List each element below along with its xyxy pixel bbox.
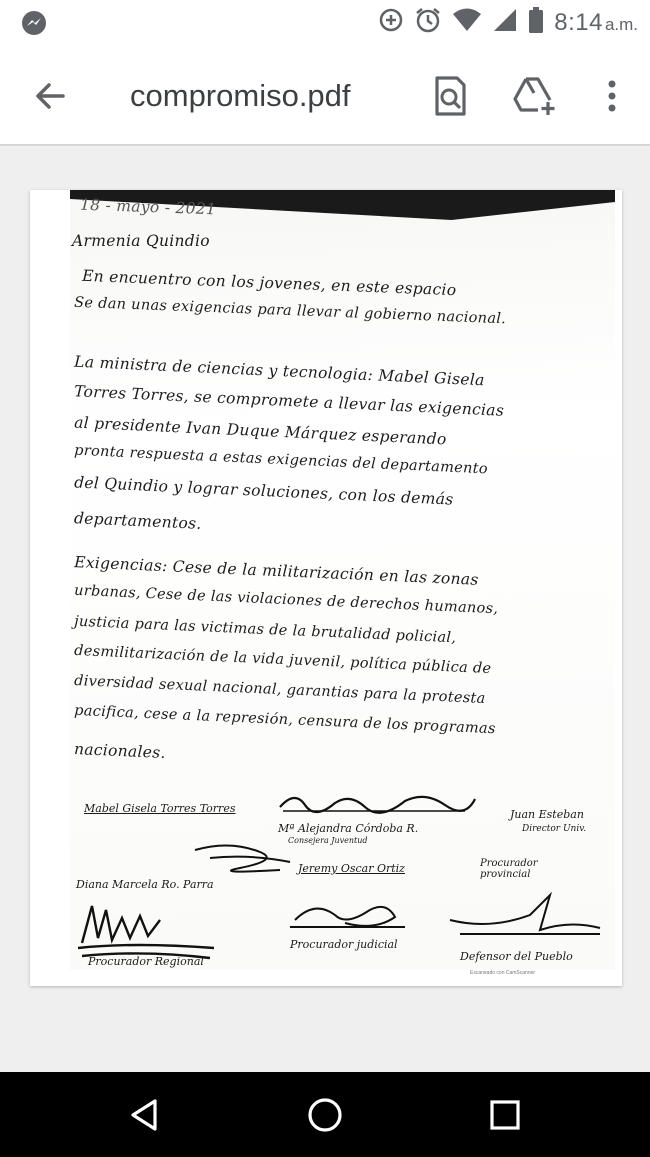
paragraph2-line3: al presidente Ivan Duque Márquez esperando [73,413,448,449]
document-title: compromiso.pdf [130,78,351,113]
signature-title-5: Procurador provincial [480,858,538,880]
signature-title-8: Procurador judicial [290,938,398,951]
battery-icon [528,6,544,39]
signature-name-3: Juan Esteban [510,808,584,821]
messenger-icon [20,9,48,42]
add-to-drive-icon [512,76,558,116]
pdf-page [30,190,622,986]
search-in-document-button[interactable] [426,72,474,120]
home-circle-icon [305,1095,345,1135]
status-time: 8:14 [554,8,603,36]
search-in-document-icon [433,76,467,116]
more-vert-icon [606,78,618,114]
signature-name-1: Mabel Gisela Torres Torres [84,802,236,815]
system-nav-bar [0,1072,650,1157]
status-bar [0,0,650,46]
signature-scribble-8 [285,895,415,935]
paragraph3-line1: Exigencias: Cese de la militarización en las zonas [73,553,480,589]
wifi-icon [452,7,482,38]
date-line: 18 - mayo - 2021 [79,195,217,219]
paragraph3-line5: diversidad sexual nacional, garantias para la protesta [73,673,486,707]
signature-title-3: Director Univ. [522,824,587,834]
more-options-button[interactable] [588,72,636,120]
signature-title-7: Procurador Regional [88,955,204,968]
paragraph1-line2: Se dan unas exigencias para llevar al gobierno nacional. [73,294,507,328]
paragraph3-line4: desmilitarización de la vida juvenil, política pública de [73,642,492,678]
paragraph2-line6: departamentos. [73,509,202,533]
nav-recents-button[interactable] [482,1092,528,1138]
back-arrow-icon [33,79,67,113]
back-triangle-icon [127,1097,163,1133]
add-to-drive-button[interactable] [511,72,559,120]
signal-icon [492,7,518,38]
signature-scribble-2 [275,785,515,825]
data-saver-icon [378,7,404,38]
recents-square-icon [487,1097,523,1133]
app-bar [0,46,650,146]
alarm-icon [414,6,442,39]
pdf-viewer[interactable] [0,148,650,1072]
paragraph3-line2: urbanas, Cese de las violaciones de derechos humanos, [73,582,499,618]
paragraph2-line2: Torres Torres, se compromete a llevar las exigencias [73,382,505,420]
back-button[interactable] [28,74,72,118]
signature-name-2: Mª Alejandra Córdoba R. [278,822,419,835]
nav-home-button[interactable] [302,1092,348,1138]
signature-scribble-4 [190,840,300,880]
status-icons [378,6,638,39]
status-clock [554,9,638,37]
paragraph2-line5: del Quindio y lograr soluciones, con los demás [73,473,454,509]
scanner-footer: Escaneado con CamScanner [470,970,536,976]
signature-title-9: Defensor del Pueblo [460,950,573,963]
status-ampm: a.m. [604,14,638,34]
paragraph3-line3: justicia para las victimas de la brutalidad policial, [73,613,457,647]
paragraph2-line1: La ministra de ciencias y tecnologia: Mabel Gisela [73,352,485,390]
signature-name-6: Diana Marcela Ro. Parra [76,878,214,891]
signature-name-4: Jeremy Oscar Ortiz [298,862,405,875]
nav-back-button[interactable] [122,1092,168,1138]
signature-title-2: Consejera Juventud [288,836,368,845]
paragraph3-line7: nacionales. [73,740,167,762]
signature-scribble-9 [440,890,610,940]
place-line: Armenia Quindio [72,232,210,250]
paragraph1-line1: En encuentro con los jovenes, en este espacio [81,266,457,300]
paragraph3-line6: pacifica, cese a la represión, censura de los programas [73,702,497,738]
paragraph2-line4: pronta respuesta a estas exigencias del departamento [73,442,489,478]
scanned-letter [70,190,615,976]
